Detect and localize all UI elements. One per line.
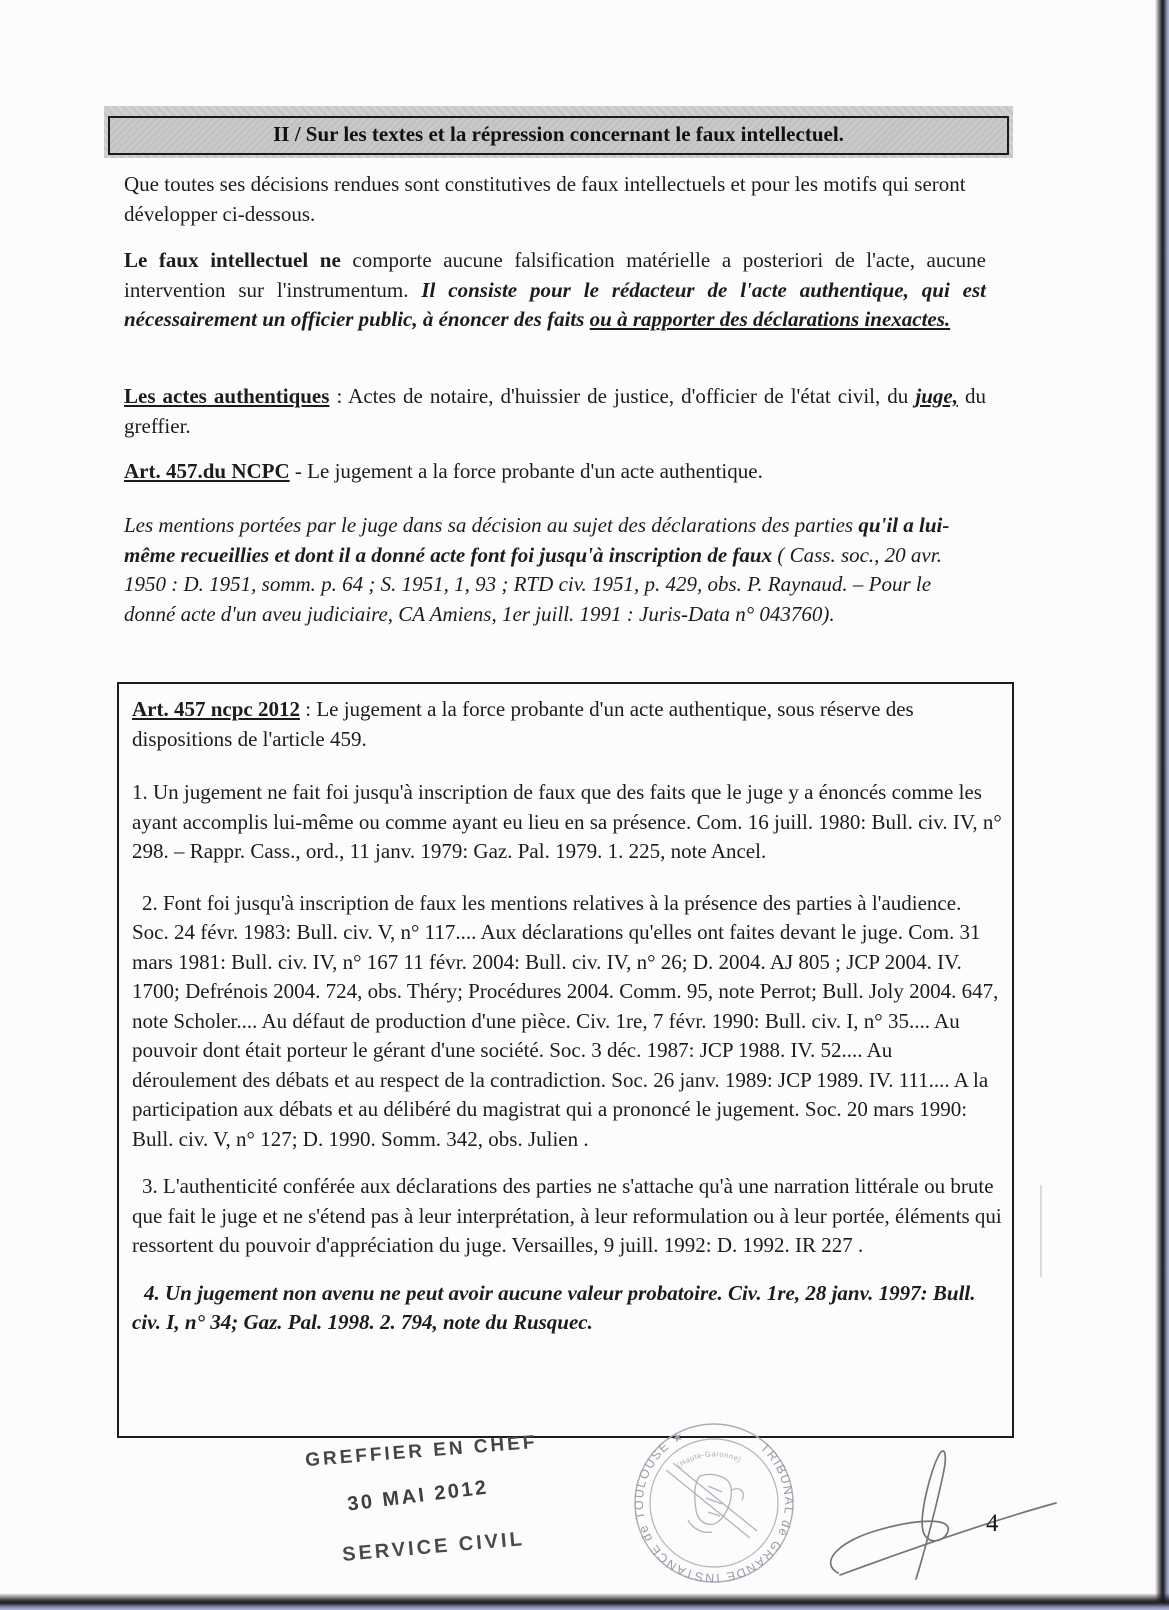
text-segment: Que toutes ses décisions rendues sont constitutives de faux intellectuels et pour les motifs qui seront développer ci-dessous. [124, 172, 966, 226]
court-seal-icon [628, 1420, 800, 1588]
section-banner-wrapper [104, 106, 1013, 158]
boxed-article-item-3 [132, 1172, 1002, 1261]
text-segment: : Actes de notaire, d'huissier de justice, d'officier de l'état civil, du [329, 384, 916, 408]
handwritten-signature [820, 1425, 1070, 1585]
text-segment: ou à rapporter des déclarations inexactes. [589, 307, 951, 331]
text-segment: 1. Un jugement ne fait foi jusqu'à inscription de faux que des faits que le juge y a énoncés comme les ayant accomplis lui-même ou comme ayant eu lieu en sa présence. Com. 16 juill. 1980: Bull. civ. IV, n° 298. – Rappr. Cass., ord., 11 janv. 1979: Gaz. Pal. 1979. 1. 225, note Ancel. [132, 780, 1002, 863]
text-segment: Art. 457.du NCPC [124, 459, 290, 483]
text-segment: 2. Font foi jusqu'à inscription de faux les mentions relatives à la présence des parties à l'audience. Soc. 24 févr. 1983: Bull. civ. V, n° 117.... Aux déclarations qu'elles ont faites devant le juge. Com. 31 mars 1981: Bull. civ. IV, n° 167 11 févr. 2004: Bull. civ. IV, n° 26; D. 2004. AJ 805 ; JCP 2004. IV. 1700; Defrénois 2004. 724, obs. Théry; Procédures 2004. Comm. 95, note Perrot; Bull. Joly 2004. 647, note Scholer.... Au défaut de production d'une pièce. Civ. 1re, 7 févr. 1990: Bull. civ. I, n° 35.... Au pouvoir dont était porteur le gérant d'une société. Soc. 3 déc. 1987: JCP 1988. IV. 52.... Au déroulement des débats et au respect de la contradiction. Soc. 26 janv. 1989: JCP 1989. IV. 111.... A la participation aux débats et au délibéré du magistrat qui a prononcé le jugement. Soc. 20 mars 1990: Bull. civ. V, n° 127; D. 1990. Somm. 342, obs. Julien . [132, 890, 999, 1151]
stamp-greffier-en-chef: GREFFIER EN CHEF [304, 1431, 539, 1472]
seal-ring-text: TRIBUNAL de GRANDE INSTANCE de TOULOUSE ★ [631, 1427, 797, 1586]
text-segment: Art. 457 ncpc 2012 [132, 697, 300, 721]
text-segment: Les mentions portées par le juge dans sa décision au sujet des déclarations des parties [124, 513, 859, 537]
text-segment: ( Cass. soc., 20 avr. 1950 : D. 1951, somm. p. 64 ; S. 1951, 1, 93 ; RTD civ. 1951, p. 429, obs. P. Raynaud. – Pour le donné acte d'un aveu judiciaire, CA Amiens, 1er juill. 1991 : Juris-Data n° 043760). [124, 542, 942, 626]
boxed-article-457-ncpc-2012 [117, 682, 1014, 1438]
boxed-article-heading [132, 695, 1002, 754]
paragraph-art-457-ncpc [124, 457, 994, 487]
paragraph-actes-authentiques [124, 382, 986, 441]
text-segment: - Le jugement a la force probante d'un acte authentique. [289, 459, 763, 483]
scan-artifact-line [1040, 1185, 1042, 1277]
text-segment: Les actes authentiques [124, 384, 330, 408]
seal-ring-subtext: (Haute-Garonne) [675, 1449, 743, 1470]
text-segment: du greffier. [124, 384, 986, 438]
text-segment: : Le jugement a la force probante d'un acte authentique, sous réserve des dispositions de l'article 459. [132, 697, 914, 751]
paragraph-intro [124, 170, 986, 229]
page-edge-shadow-right [1155, 0, 1169, 1610]
text-segment: qu'il a lui-même recueillies et dont il a donné acte font foi jusqu'à inscription de faux [124, 513, 950, 567]
text-segment: juge, [915, 384, 958, 408]
stamp-service-civil: SERVICE CIVIL [341, 1528, 526, 1566]
svg-text:TRIBUNAL de GRANDE INSTANCE de [628, 1420, 800, 1588]
text-segment: comporte aucune falsification matérielle a posteriori de l'acte, aucune intervention sur l'instrumentum. [124, 248, 987, 302]
section-banner-title: II / Sur les textes et la répression concernant le faux intellectuel. [108, 116, 1009, 155]
text-segment: 3. L'authenticité conférée aux déclarations des parties ne s'attache qu'à une narration littérale ou brute que fait le juge et ne s'étend pas à leur interprétation, à leur reformulation ou à leur portée, éléments qui ressortent du pouvoir d'appréciation du juge. Versailles, 9 juill. 1992: D. 1992. IR 227 . [132, 1174, 1002, 1257]
svg-text:(Haute-Garonne) [675, 1449, 743, 1469]
text-segment: Il consiste pour le rédacteur de l'acte authentique, qui est nécessairement un officier public, à énoncer des faits [124, 277, 986, 331]
text-segment: Le faux intellectuel ne [124, 248, 341, 272]
page-number: 4 [986, 1510, 999, 1537]
seal-emblem-sketch [666, 1463, 757, 1538]
stamp-date: 30 MAI 2012 [346, 1476, 490, 1516]
page-edge-shadow-bottom [0, 1593, 1169, 1610]
boxed-article-item-4 [132, 1279, 1002, 1338]
boxed-article-item-1 [132, 778, 1002, 867]
paragraph-faux-intellectuel [124, 246, 986, 335]
paragraph-mentions-citation [124, 511, 980, 629]
text-segment: 4. Un jugement non avenu ne peut avoir aucune valeur probatoire. Civ. 1re, 28 janv. 1997: Bull. civ. I, n° 34; Gaz. Pal. 1998. 2. 794, note du Rusquec. [132, 1280, 976, 1334]
boxed-article-item-2 [132, 889, 1002, 1155]
